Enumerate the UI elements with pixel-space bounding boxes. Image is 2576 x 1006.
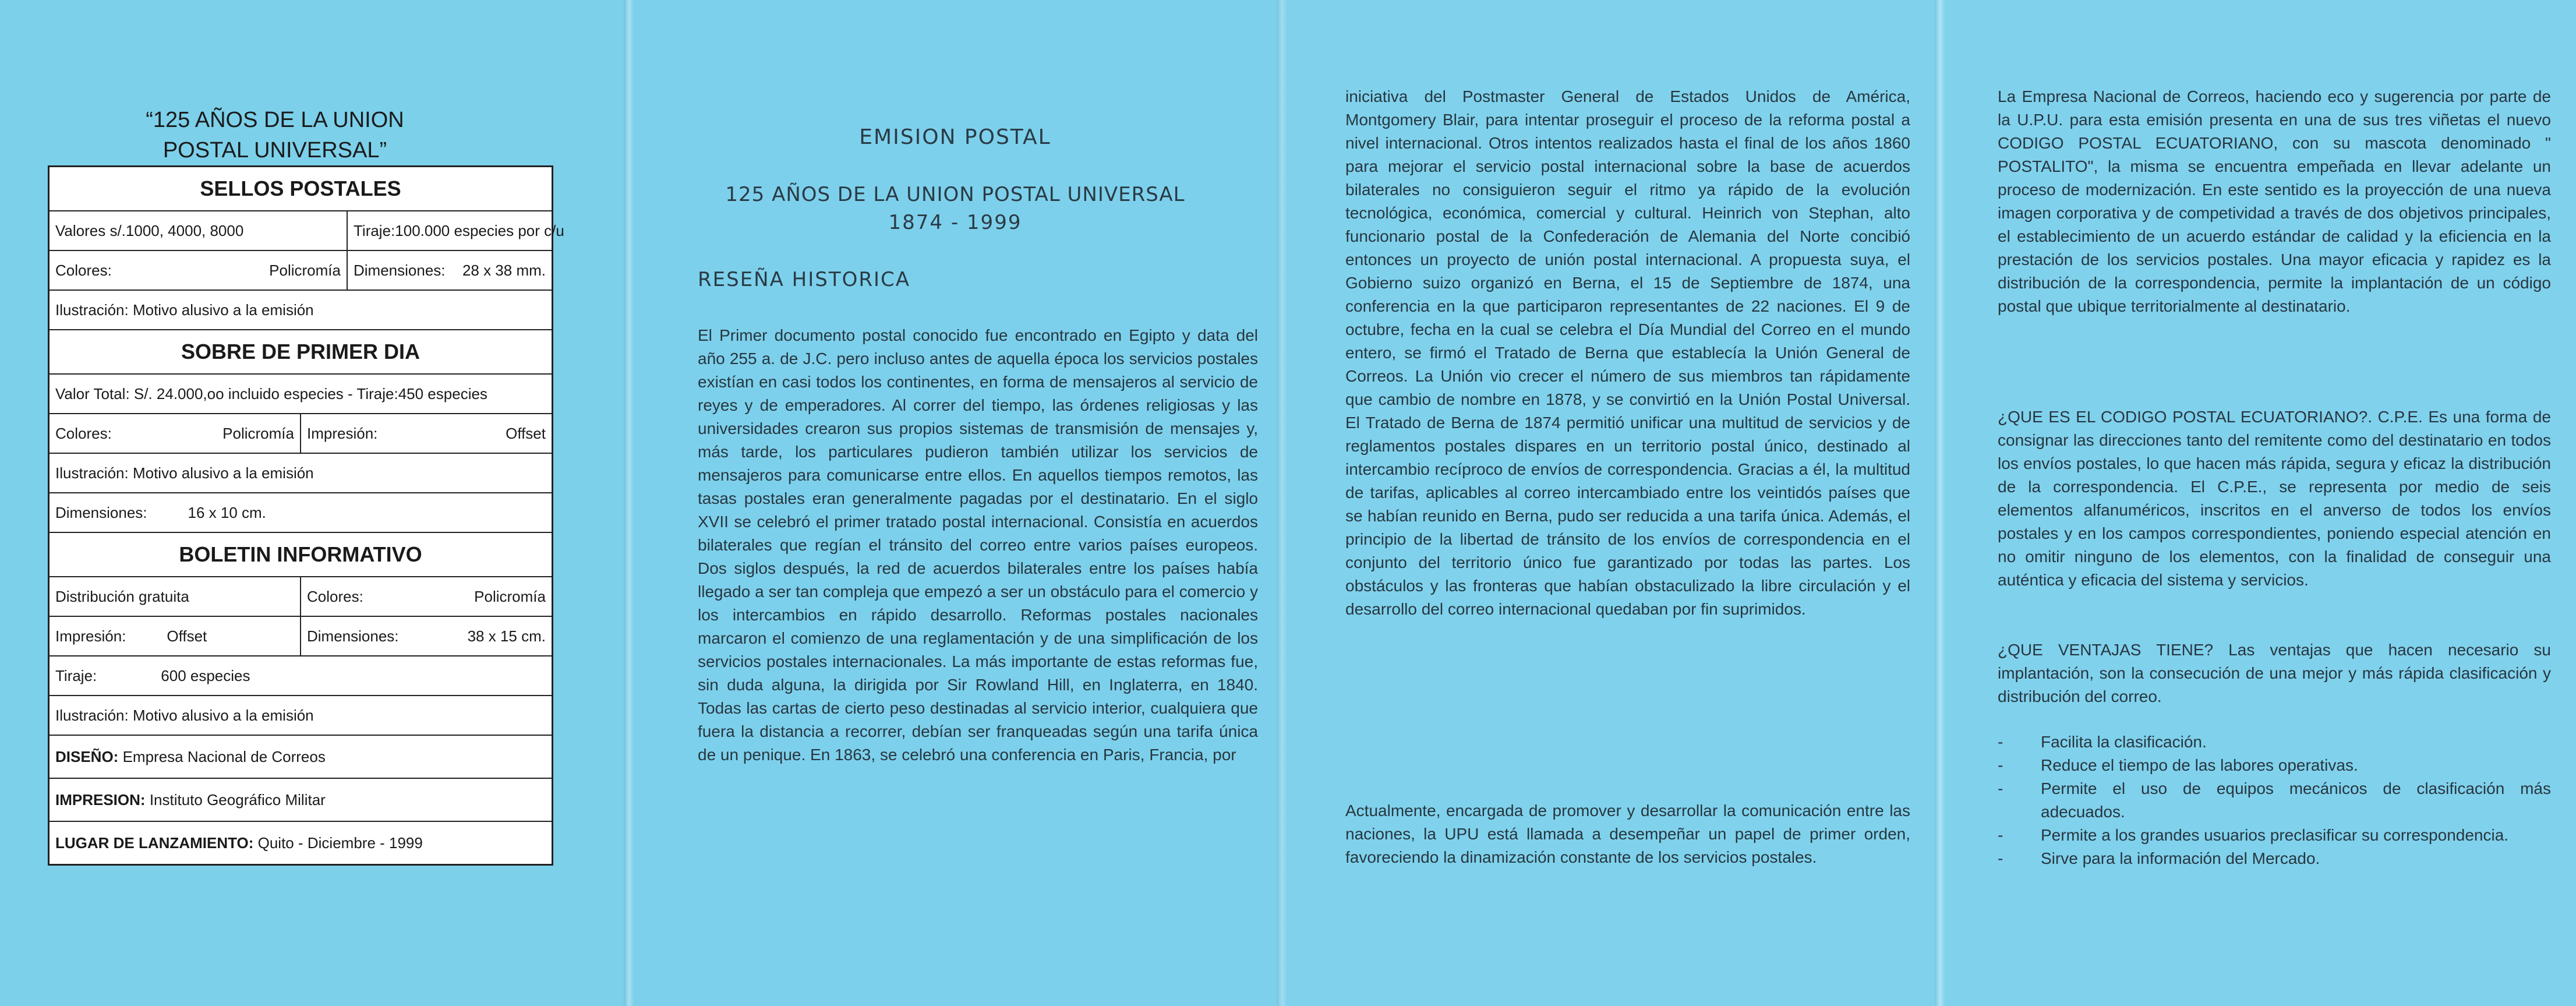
sellos-valores: Valores s/.1000, 4000, 8000 bbox=[55, 221, 244, 239]
boletin-colores-label: Colores: bbox=[307, 587, 363, 605]
boletin-tiraje-label: Tiraje: bbox=[55, 666, 97, 684]
history-body-text: El Primer documento postal conocido fue encontrado en Egipto y data del año 255 a. de J.C. pero incluso antes de aquella época los servicios postales existían en casi todos los continentes, en forma de mensajeros al servicio de reyes y de emperadores. Al correr del tiempo, las órdenes religiosas y las universidades crearon sus propios sistemas de transmisión de mensajes y, más tarde, los particulares pudieron también utilizar los servicios de mensajeros para comunicarse entre ellos. En aquellos tiempos remotos, las tasas postales eran generalmente pagadas por el destinatario. En el siglo XVII se celebró el primer tratado postal internacional. Consistía en acuerdos bilaterales que regían el tránsito del correo entre varios países europeos. Dos siglos después, la red de acuerdos bilaterales entre los países había llegado a ser tan compleja que empezó a ser un obstáculo para el comercio y los intercambios en rápido desarrollo. Reformas postales nacionales marcaron el comienzo de una reglamentación y de una simplificación de los servicios postales internacionales. La más importante de estas reformas fue, sin duda alguna, la dirigida por Sir Rowland Hill, en Inglaterra, en 1840. Todas las cartas de cierto peso destinadas al servicio interior, cualquiera que fuera la distancia a recorrer, debían ser franqueadas según una tarifa única de un penique. En 1863, se celebró una conferencia en Paris, Francia, por bbox=[698, 326, 1258, 764]
boletin-tiraje-cell bbox=[50, 656, 256, 695]
sellos-colores-label: Colores: bbox=[55, 261, 112, 279]
sobre-dimensiones-value: 16 x 10 cm. bbox=[188, 503, 266, 521]
sobre-row-colores bbox=[50, 413, 552, 453]
sellos-dimensiones-value: 28 x 38 mm. bbox=[462, 261, 546, 279]
boletin-row-impresion bbox=[50, 616, 552, 655]
sobre-impresion-cell bbox=[300, 414, 552, 453]
sellos-colores-cell bbox=[50, 251, 347, 290]
sobre-impresion-label: Impresión: bbox=[307, 424, 378, 442]
list-item: - Facilita la clasificación. bbox=[1998, 730, 2551, 754]
list-item: - Permite a los grandes usuarios preclasificar su correspondencia. bbox=[1998, 824, 2551, 847]
advantages-list bbox=[1998, 730, 2551, 870]
lugar-label: LUGAR DE LANZAMIENTO: bbox=[55, 834, 254, 852]
fold-crease bbox=[1277, 0, 1287, 1006]
sellos-tiraje: Tiraje:100.000 especies por c/u bbox=[347, 211, 552, 250]
impresion-row bbox=[50, 778, 552, 821]
title-line-1: “125 AÑOS DE LA UNION bbox=[146, 108, 404, 132]
list-item: - Permite el uso de equipos mecánicos de clasificación más adecuados. bbox=[1998, 777, 2551, 824]
sobre-heading: SOBRE DE PRIMER DIA bbox=[50, 329, 552, 373]
postal-code-intro-paragraph: La Empresa Nacional de Correos, haciendo eco y sugerencia por parte de la U.P.U. para esta emisión presenta en una de sus tres viñetas el nuevo CODIGO POSTAL ECUATORIANO, con su mascota denominado " POSTALITO", la misma se encuentra empeñada en llevar adelante un proceso de modernización. En este sentido es la proyección de una nueva imagen corporativa y de competividad a través de dos objetivos principales, el establecimiento de un acuerdo estándar de calidad y la eficiencia en la prestación de los servicios postales. Una mayor eficacia y rapidez es la distribución de la correspondencia, permite la implantación de un código postal que ubique territorialmente al destinatario. bbox=[1998, 87, 2551, 315]
boletin-ilustracion: Ilustración: Motivo alusivo a la emisión bbox=[55, 706, 314, 724]
impresion-label: IMPRESION: bbox=[55, 790, 146, 809]
boletin-row-tiraje bbox=[50, 655, 552, 695]
postal-code-definition-paragraph: ¿QUE ES EL CODIGO POSTAL ECUATORIANO?. C.P.E. Es una forma de consignar las direcciones tanto del remitente como del destinatario en todos los envíos postales, lo que hacen más rápida, segura y eficaz la distribución de la correspondencia. El C.P.E., se representa por medio de seis elementos alfanuméricos, inscritos en el anverso de todos los envíos postales y en los campos correspondientes, poniendo especial atención en no omitir ninguno de los elementos, con la finalidad de conseguir una auténtica y eficacia del sistema y servicios. bbox=[1998, 408, 2551, 589]
diseno-cell bbox=[50, 736, 331, 778]
impresion-cell bbox=[50, 779, 331, 821]
sobre-dimensiones-cell bbox=[50, 493, 272, 532]
panel-upu-history bbox=[1281, 0, 1939, 1006]
title-line-2: POSTAL UNIVERSAL” bbox=[162, 138, 387, 163]
specification-table bbox=[48, 165, 564, 866]
sellos-row-colores bbox=[50, 250, 552, 290]
boletin-dimensiones-label: Dimensiones: bbox=[307, 627, 399, 645]
sobre-row-ilustracion bbox=[50, 453, 552, 492]
history-years: 1874 - 1999 bbox=[888, 211, 1022, 234]
boletin-heading: BOLETIN INFORMATIVO bbox=[50, 532, 552, 576]
lugar-row bbox=[50, 821, 552, 864]
boletin-colores-value: Policromía bbox=[474, 587, 546, 605]
impresion-value: Instituto Geográfico Militar bbox=[149, 790, 326, 809]
upu-current-role-paragraph: Actualmente, encargada de promover y desarrollar la comunicación entre las naciones, la UPU está llamada a desempeñar un papel de primer orden, favoreciendo la dinamización constante de los servicios postales. bbox=[1345, 802, 1910, 866]
boletin-dimensiones-cell bbox=[300, 617, 552, 655]
boletin-colores-cell bbox=[300, 577, 552, 616]
postal-code-advantages-paragraph: ¿QUE VENTAJAS TIENE? Las ventajas que hacen necesario su implantación, son la consecución de una mejor y más rápida clasificación y distribución del correo. bbox=[1998, 641, 2551, 705]
sobre-valor-total: Valor Total: S/. 24.000,oo incluido especies - Tiraje:450 especies bbox=[55, 384, 487, 403]
fold-crease bbox=[624, 0, 634, 1006]
boletin-impresion-cell bbox=[50, 617, 300, 655]
sellos-ilustracion: Ilustración: Motivo alusivo a la emisión bbox=[55, 301, 314, 319]
panel-postal-code bbox=[1939, 0, 2576, 1006]
diseno-row bbox=[50, 735, 552, 778]
fold-crease bbox=[1935, 0, 1945, 1006]
lugar-cell bbox=[50, 822, 429, 864]
sellos-dimensiones-label: Dimensiones: bbox=[354, 261, 446, 279]
stamp-issue-title bbox=[48, 105, 502, 165]
sobre-colores-cell bbox=[50, 414, 300, 453]
sobre-row-valor bbox=[50, 373, 552, 413]
boletin-distribucion: Distribución gratuita bbox=[55, 587, 189, 605]
panel-history bbox=[629, 0, 1281, 1006]
boletin-impresion-value: Offset bbox=[167, 627, 207, 645]
sobre-ilustracion: Ilustración: Motivo alusivo a la emisión bbox=[55, 464, 314, 482]
sellos-colores-value: Policromía bbox=[269, 261, 341, 279]
diseno-value: Empresa Nacional de Correos bbox=[122, 747, 326, 765]
sobre-row-dimensiones bbox=[50, 492, 552, 532]
boletin-impresion-label: Impresión: bbox=[55, 627, 126, 645]
boletin-tiraje-value: 600 especies bbox=[161, 666, 250, 684]
sobre-colores-value: Policromía bbox=[222, 424, 294, 442]
lugar-value: Quito - Diciembre - 1999 bbox=[257, 834, 423, 852]
sobre-impresion-value: Offset bbox=[506, 424, 546, 442]
boletin-row-distribucion bbox=[50, 576, 552, 616]
diseno-label: DISEÑO: bbox=[55, 747, 119, 765]
panel-specifications bbox=[0, 0, 629, 1006]
sellos-dimensiones-cell bbox=[347, 251, 552, 290]
resena-historica-heading: RESEÑA HISTORICA bbox=[698, 268, 911, 291]
boletin-dimensiones-value: 38 x 15 cm. bbox=[467, 627, 546, 645]
list-item: - Sirve para la información del Mercado. bbox=[1998, 847, 2551, 870]
sellos-heading: SELLOS POSTALES bbox=[200, 177, 401, 200]
list-item: - Reduce el tiempo de las labores operativas. bbox=[1998, 754, 2551, 777]
emision-postal-heading: EMISION POSTAL bbox=[859, 125, 1051, 149]
upu-history-paragraph: iniciativa del Postmaster General de Estados Unidos de América, Montgomery Blair, para intentar proseguir el proceso de la reforma postal a nivel internacional. Otros intentos realizados hasta el final de los años 1860 para mejorar el servicio postal internacional sobre la base de acuerdos bilaterales no consiguieron seguir el ritmo ya rápido de la evolución tecnológica, económica, comercial y cultural. Heinrich von Stephan, alto funcionario postal de la Confederación de Alemania del Norte concibió entonces un proyecto de unión postal internacional. A propuesta suya, el Gobierno suizo organizó en Berna, el 15 de Septiembre de 1874, una conferencia en la que participaron representantes de 22 naciones. El 9 de octubre, fecha en la cual se celebra el Día Mundial del Correo en el mundo entero, se firmó el Tratado de Berna que establecía la Unión General de Correos. La Unión vio crecer el número de sus miembros tan rápidamente que cambio de nombre en 1878, y se convirtió en la Unión Postal Universal. El Tratado de Berna de 1874 permitió unificar una multitud de servicios y de reglamentos postales dispares en un territorio postal único, destinado al intercambio recíproco de envíos de correspondencia. Gracias a él, la multitud de tarifas, aplicables al correo intercambiado entre los veintidós países que se habían reunido en Berna, pudo ser reducida a una tarifa única. Además, el principio de la libertad de tránsito de los envíos de correspondencia en el conjunto del territorio único fue garantizado por todas las partes. Los obstáculos y las fronteras que habían obstaculizado la libre circulación y el desarrollo del correo internacional quedaban por fin suprimidos. bbox=[1345, 87, 1910, 618]
sobre-dimensiones-label: Dimensiones: bbox=[55, 503, 147, 521]
boletin-row-ilustracion bbox=[50, 695, 552, 735]
history-title: 125 AÑOS DE LA UNION POSTAL UNIVERSAL bbox=[725, 183, 1185, 206]
sobre-colores-label: Colores: bbox=[55, 424, 112, 442]
sellos-row-valores bbox=[50, 210, 564, 250]
sellos-row-ilustracion bbox=[50, 290, 552, 329]
